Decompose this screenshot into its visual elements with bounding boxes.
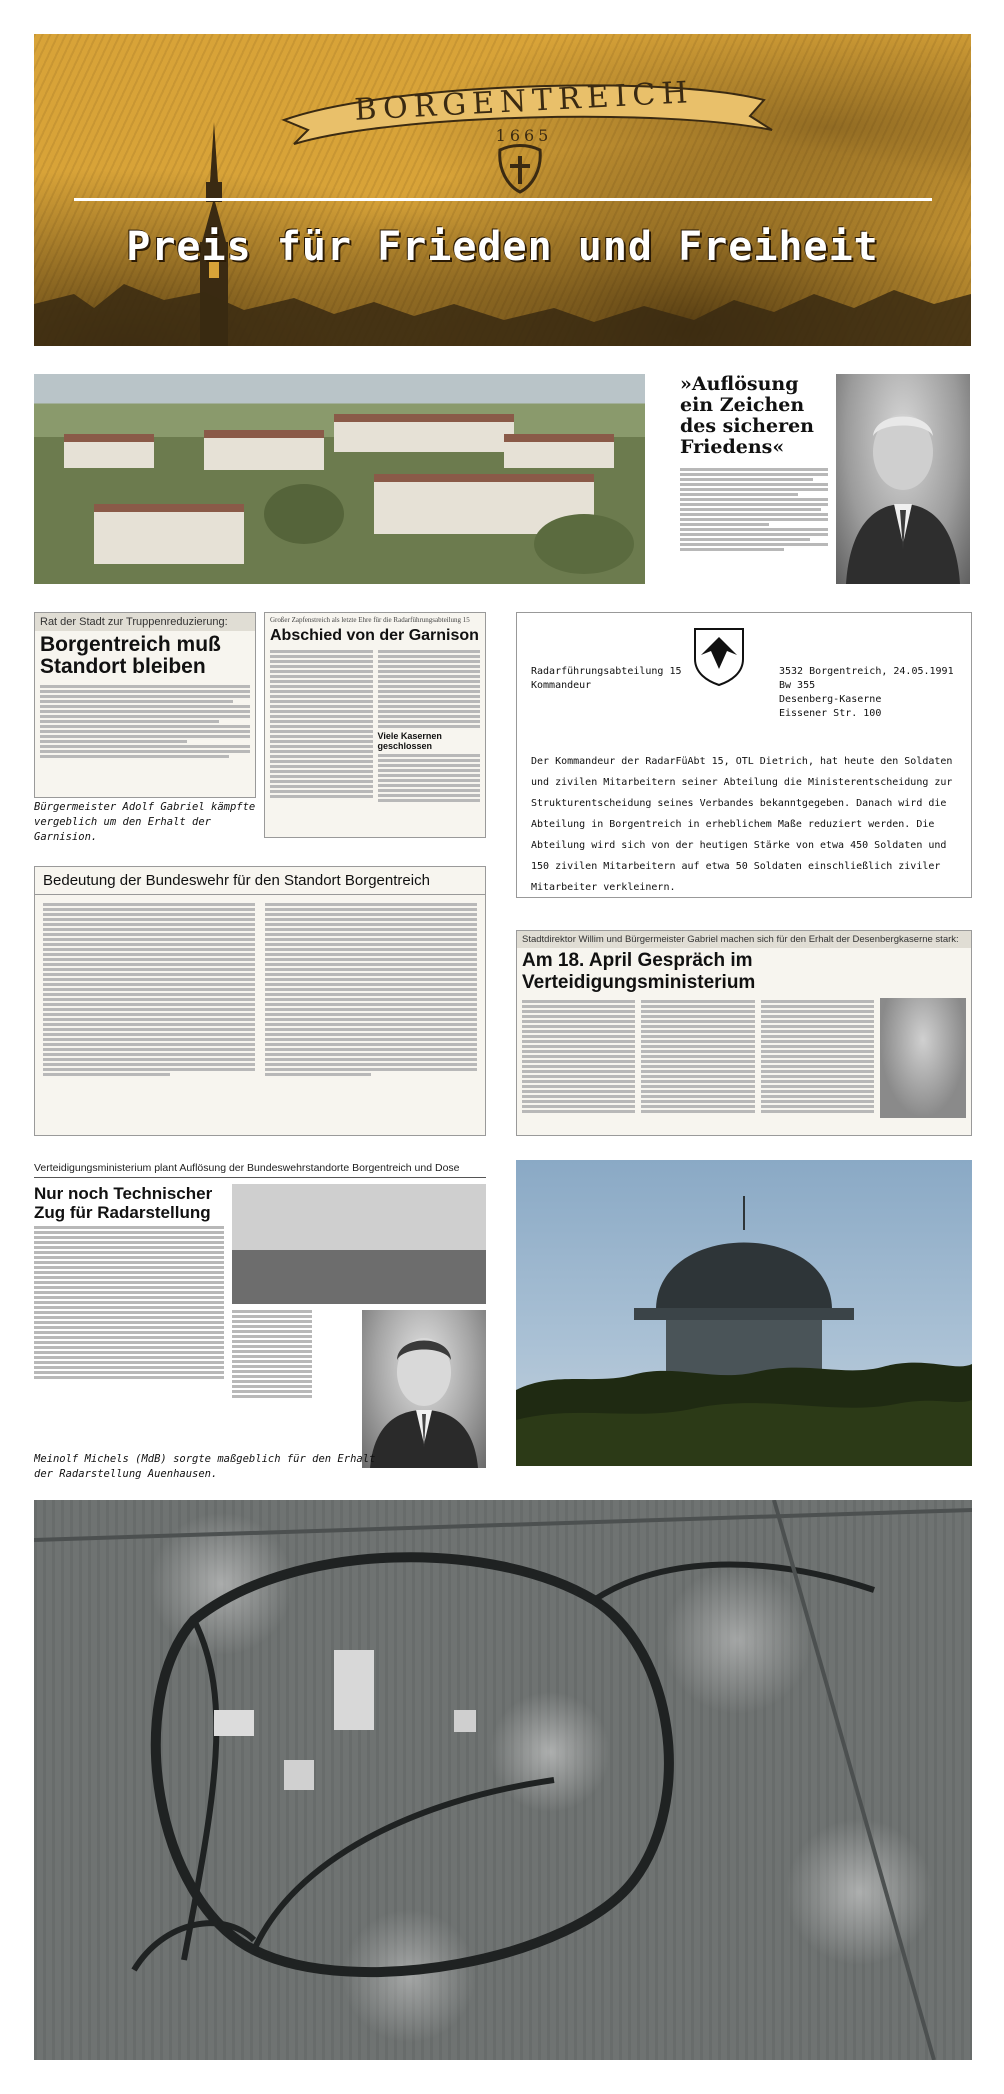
bedeutung-column-2 bbox=[265, 901, 477, 1078]
portrait-photo-1 bbox=[836, 374, 970, 584]
aufloesung-headline: »Auflösung ein Zeichen des sicheren Friedens« bbox=[680, 374, 814, 458]
address-line-1: 3532 Borgentreich, 24.05.1991 bbox=[779, 666, 954, 677]
aufloesung-body-text bbox=[680, 468, 828, 551]
clipping-bedeutung bbox=[34, 866, 486, 1136]
clipping-abschied bbox=[264, 612, 486, 838]
sender-line-2: Kommandeur bbox=[531, 680, 592, 691]
bedeutung-headline: Bedeutung der Bundeswehr für den Standort Borgentreich bbox=[35, 867, 485, 895]
aerial-site-photo bbox=[34, 1500, 972, 2060]
letter-sender bbox=[531, 665, 682, 693]
radar-column-1 bbox=[34, 1226, 224, 1379]
borgentreich-kicker: Rat der Stadt zur Truppenreduzierung: bbox=[35, 613, 255, 631]
april-portrait bbox=[880, 998, 966, 1118]
radar-kicker: Verteidigungsministerium plant Auflösung der Bundeswehrstandorte Borgentreich und Dose bbox=[34, 1160, 486, 1178]
banner bbox=[34, 34, 971, 346]
crest-icon bbox=[492, 144, 548, 194]
caption-gabriel: Bürgermeister Adolf Gabriel kämpfte vergeblich um den Erhalt der Garnision. bbox=[34, 801, 256, 843]
barracks-aerial-photo bbox=[34, 374, 645, 584]
address-line-4: Eissener Str. 100 bbox=[779, 708, 882, 719]
letter-body: Der Kommandeur der RadarFüAbt 15, OTL Dietrich, hat heute den Soldaten und zivilen Mitarbeitern seiner Abteilung die Ministerentscheidung zur Strukturentscheidung seines Verbandes bekanntgegeben. Danach wird die Abteilung in Borgentreich in erheblichem Maße reduziert werden. Die Abteilung wird sich von der heutigen Stärke von etwa 450 Soldaten und 150 zivilen Mitarbeitern auf etwa 50 Soldaten einschließlich ziviler Mitarbeiter verkleinern. bbox=[531, 756, 953, 893]
borgentreich-headline: Borgentreich muß Standort bleiben bbox=[40, 633, 221, 678]
april-headline: Am 18. April Gespräch im Verteidigungsministerium bbox=[522, 950, 756, 993]
letter-address bbox=[779, 665, 954, 721]
address-line-3: Desenberg-Kaserne bbox=[779, 694, 882, 705]
radar-headline: Nur noch Technischer Zug für Radarstellung bbox=[34, 1184, 213, 1222]
caption-michels: Meinolf Michels (MdB) sorgte maßgeblich für den Erhalt der Radarstellung Auenhausen. bbox=[34, 1453, 376, 1480]
abschied-column-2b bbox=[378, 754, 481, 802]
village-silhouette bbox=[34, 264, 971, 346]
april-column-2 bbox=[641, 998, 754, 1118]
article-aufloesung bbox=[680, 374, 828, 588]
april-kicker: Stadtdirektor Willim und Bürgermeister Gabriel machen sich für den Erhalt der Desenbergkaserne stark: bbox=[517, 931, 971, 948]
abschied-kicker: Großer Zapfenstreich als letzte Ehre für die Radarführungsabteilung 15 bbox=[270, 616, 470, 624]
abschied-headline: Abschied von der Garnison bbox=[270, 627, 479, 644]
letter-radarfuehrungsabteilung bbox=[516, 612, 972, 898]
radar-dome-photo bbox=[516, 1160, 972, 1466]
town-year: 1665 bbox=[495, 126, 553, 145]
address-line-2: Bw 355 bbox=[779, 680, 816, 691]
bedeutung-column-1 bbox=[43, 901, 255, 1078]
borgentreich-body-text bbox=[35, 681, 255, 762]
abschied-column-2 bbox=[378, 650, 481, 728]
radar-station-photo bbox=[232, 1184, 486, 1304]
abschied-subhead: Viele Kasernen geschlossen bbox=[377, 731, 442, 751]
april-column-1 bbox=[522, 998, 635, 1118]
radar-column-2 bbox=[232, 1310, 312, 1398]
banner-title: Preis für Frieden und Freiheit bbox=[126, 224, 879, 270]
clipping-borgentreich bbox=[34, 612, 256, 798]
clipping-april bbox=[516, 930, 972, 1136]
town-name: BORGENTREICH bbox=[353, 75, 695, 128]
sender-line-1: Radarführungsabteilung 15 bbox=[531, 666, 682, 677]
portrait-michels bbox=[362, 1310, 486, 1468]
eagle-emblem-icon bbox=[691, 625, 747, 687]
abschied-column-1 bbox=[270, 648, 373, 804]
april-column-3 bbox=[761, 998, 874, 1118]
banner-rule bbox=[74, 198, 932, 201]
